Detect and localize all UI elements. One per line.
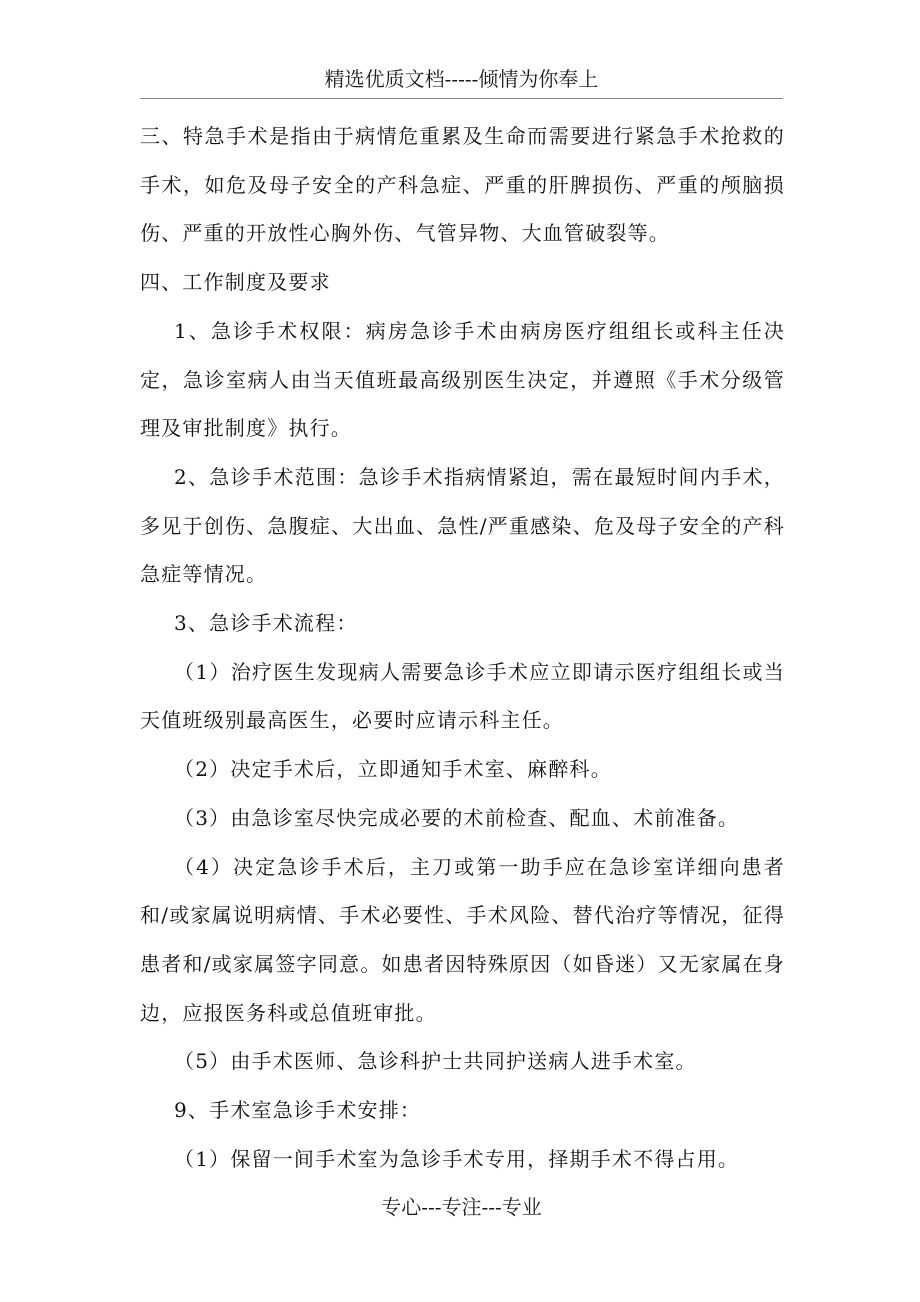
page-header: 精选优质文档-----倾情为你奉上 [140,64,783,99]
paragraph-surgery-process-heading: 3、急诊手术流程： [174,611,358,636]
paragraph-process-step-5: （5）由手术医师、急诊科护士共同护送病人进手术室。 [174,1049,697,1074]
paragraph-emergency-surgery-definition: 三、特急手术是指由于病情危重累及生命而需要进行紧急手术抢救的手术，如危及母子安全的产科急症、严重的肝脾损伤、严重的颅脑损伤、严重的开放性心胸外伤、气管异物、大血管破裂等。 [140,124,785,246]
paragraph-surgery-authority: 1、急诊手术权限：病房急诊手术由病房医疗组组长或科主任决定，急诊室病人由当天值班最高级别医生决定，并遵照《手术分级管理及审批制度》执行。 [140,318,785,441]
paragraph-process-step-2: （2）决定手术后，立即通知手术室、麻醉科。 [174,757,612,782]
page-footer: 专心---专注---专业 [381,1195,542,1219]
paragraph-process-step-4: （4）决定急诊手术后，主刀或第一助手应在急诊室详细向患者和/或家属说明病情、手术必要性、手术风险、替代治疗等情况，征得患者和/或家属签字同意。如患者因特殊原因（如昏迷）又无家属在身边，应报医务科或总值班审批。 [140,854,785,1025]
paragraph-process-step-1: （1）治疗医生发现病人需要急诊手术应立即请示医疗组组长或当天值班级别最高医生，必要时应请示科主任。 [140,659,785,733]
paragraph-or-arrangement-heading: 9、手术室急诊手术安排： [174,1098,422,1123]
section-heading-work-rules: 四、工作制度及要求 [140,270,331,295]
paragraph-surgery-scope: 2、急诊手术范围：急诊手术指病情紧迫，需在最短时间内手术，多见于创伤、急腹症、大出血、急性/严重感染、危及母子安全的产科急症等情况。 [140,464,785,587]
document-body [140,112,785,1183]
paragraph-or-arrangement-step-1: （1）保留一间手术室为急诊手术专用，择期手术不得占用。 [174,1146,740,1171]
paragraph-process-step-3: （3）由急诊室尽快完成必要的术前检查、配血、术前准备。 [174,805,740,830]
